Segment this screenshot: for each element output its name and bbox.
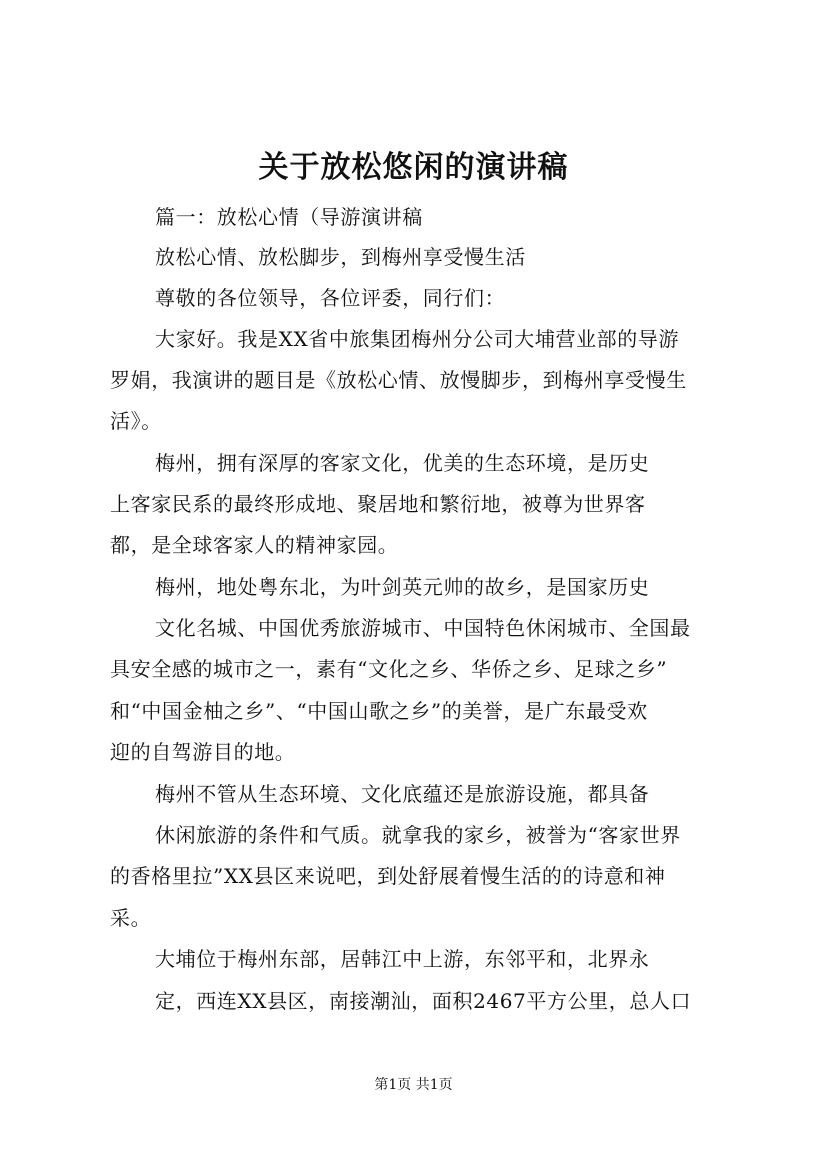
- body-line: 上客家民系的最终形成地、聚居地和繁衍地，被尊为世界客: [110, 492, 646, 516]
- body-line: 大埔位于梅州东部，居韩江中上游，东邻平和，北界永: [155, 947, 650, 971]
- body-line: 尊敬的各位领导，各位评委，同行们：: [155, 286, 506, 310]
- body-line: 大家好。我是XX省中旅集团梅州分公司大埔营业部的导游: [155, 327, 680, 351]
- body-line: 放松心情、放松脚步，到梅州享受慢生活: [155, 245, 526, 269]
- body-line: 迎的自驾游目的地。: [110, 740, 296, 764]
- body-line: 定，西连XX县区，南接潮汕，面积2467平方公里，总人口: [155, 989, 692, 1013]
- body-line: 休闲旅游的条件和气质。就拿我的家乡，被誉为“客家世界: [155, 823, 681, 847]
- body-line: 的香格里拉”XX县区来说吧，到处舒展着慢生活的的诗意和神: [110, 864, 666, 888]
- body-line: 都，是全球客家人的精神家园。: [110, 533, 399, 557]
- body-line: 文化名城、中国优秀旅游城市、中国特色休闲城市、全国最: [155, 616, 691, 640]
- page-number-footer: 第1页 共1页: [374, 1077, 453, 1093]
- body-line: 活》。: [110, 409, 162, 433]
- body-line: 罗娟，我演讲的题目是《放松心情、放慢脚步，到梅州享受慢生: [110, 368, 687, 392]
- body-line: 篇一：放松心情（导游演讲稿: [155, 205, 423, 229]
- body-line: 具安全感的城市之一，素有“文化之乡、华侨之乡、足球之乡”: [110, 657, 668, 681]
- body-line: 采。: [110, 906, 152, 930]
- body-line: 和“中国金柚之乡”、“中国山歌之乡”的美誉，是广东最受欢: [110, 699, 648, 723]
- body-line: 梅州不管从生态环境、文化底蕴还是旅游设施，都具备: [155, 782, 650, 806]
- body-line: 梅州，拥有深厚的客家文化，优美的生态环境，是历史: [155, 451, 650, 475]
- document-title: 关于放松悠闲的演讲稿: [258, 150, 569, 185]
- body-line: 梅州，地处粤东北，为叶剑英元帅的故乡，是国家历史: [155, 575, 650, 599]
